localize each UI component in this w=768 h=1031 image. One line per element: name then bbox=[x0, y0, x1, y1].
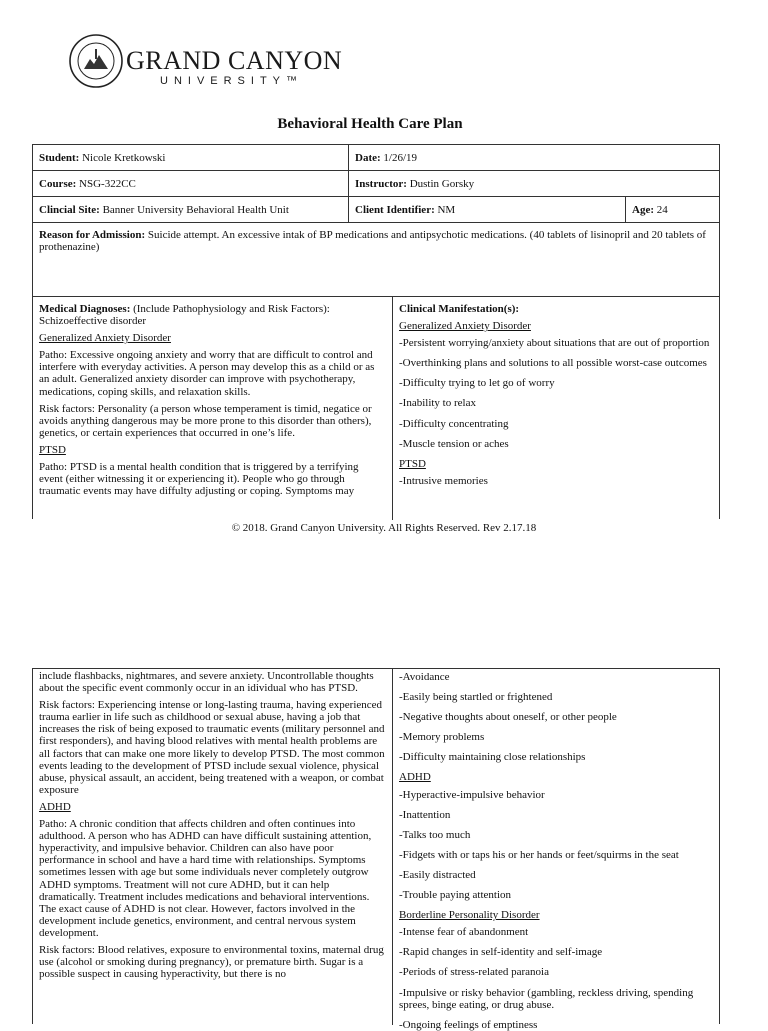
list-item: -Persistent worrying/anxiety about situations that are out of proportion bbox=[399, 337, 710, 350]
list-item: -Intrusive memories bbox=[399, 474, 488, 487]
primary-diagnosis: Schizoeffective disorder bbox=[39, 315, 147, 328]
ptsd-risk-factors: Risk factors: Experiencing intense or long-lasting trauma, having experienced trauma earlier in life such as childhood or sexual abuse, having a job that increases the risk of being exposed to traumatic events (military personnel and first responders), and having blood relatives with mental health problems are all factors that can make one more likely to develop PTSD. The most common events leading to the development of PTSD include sexual violence, physical abuse, physical assault, an accident, being treatened with a weapon, or combat exposure bbox=[39, 699, 385, 796]
cm-gad-heading: Generalized Anxiety Disorder bbox=[399, 320, 531, 333]
list-item: -Inattention bbox=[399, 808, 451, 821]
reason-for-admission: Reason for Admission: Suicide attempt. An excessive intak of BP medications and antipsychotic medications. (40 tablets of lisinopril and 20 tablets of prothenazine) bbox=[39, 229, 706, 254]
adhd-risk-factors: Risk factors: Blood relatives, exposure to environmental toxins, maternal drug use (alcohol or smoking during pregnancy), or premature birth. Sugar is a possible suspect in causing hyperactivity, but there is no bbox=[39, 943, 384, 981]
university-seal-icon bbox=[68, 33, 124, 89]
clinical-manifestations-column-continued bbox=[393, 669, 719, 1031]
document-title: Behavioral Health Care Plan bbox=[277, 116, 463, 132]
list-item: -Talks too much bbox=[399, 828, 471, 841]
date-value: 1/26/19 bbox=[383, 152, 418, 164]
ptsd-patho-continued: include flashbacks, nightmares, and severe anxiety. Uncontrollable thoughts about the specific event commonly occur in an idividual who has PTSD. bbox=[39, 670, 374, 695]
clinical-manifestations-column bbox=[393, 300, 719, 520]
list-item: -Negative thoughts about oneself, or other people bbox=[399, 711, 617, 724]
list-item: -Hyperactive-impulsive behavior bbox=[399, 788, 545, 801]
adhd-heading: ADHD bbox=[39, 800, 71, 813]
list-item: -Trouble paying attention bbox=[399, 889, 512, 902]
cm-bpd-heading: Borderline Personality Disorder bbox=[399, 909, 540, 922]
course-value: NSG-322CC bbox=[79, 178, 136, 190]
list-item: -Easily being startled or frightened bbox=[399, 691, 553, 704]
list-item: -Difficulty trying to let go of worry bbox=[399, 377, 555, 390]
list-item: -Intense fear of abandonment bbox=[399, 926, 529, 939]
medical-diagnoses-column: Medical Diagnoses: (Include Pathophysiology and Risk Factors): Schizoeffective disorder Generalized Anxiety Disorder Patho: Excessive ongoing anxiety and worry that are difficult to control and interfere with everyday activities. A person may develop this as a child or as an adult. Generalized anxiety disorder can improve with psychotherapy, medications, coping skills, and relaxation skills. Risk factors: Personality (a person whose temperament is timid, negatice or avoids anything dangerous may be more prone to this disorder than others), genetics, or certain experiences that occurred in one’s life. PTSD Patho: PTSD is a mental health condition that is triggered by a terrifying event (either witnessing it or experiencing it). People who go through traumatic events may have diffulty adjusting or coping. Symptoms may bbox=[33, 300, 391, 520]
diagnoses-table-page1 bbox=[32, 296, 720, 519]
student-field: Student: Nicole Kretkowski bbox=[39, 152, 166, 164]
clinical-site-value: Banner University Behavioral Health Unit bbox=[102, 204, 289, 216]
list-item: -Difficulty maintaining close relationships bbox=[399, 751, 586, 764]
ptsd-patho: Patho: PTSD is a mental health condition that is triggered by a terrifying event (either witnessing it or experiencing it). People who go through traumatic events may have diffulty adjusting or coping. Symptoms may bbox=[39, 461, 359, 498]
cm-adhd-heading: ADHD bbox=[399, 771, 431, 784]
university-logo bbox=[68, 33, 343, 103]
clinical-manifestations-label: Clinical Manifestation(s): bbox=[399, 303, 520, 315]
list-item: -Periods of stress-related paranoia bbox=[399, 966, 549, 979]
adhd-patho: Patho: A chronic condition that affects children and often continues into adulthood. A person who has ADHD can have difficult sustaining attention, hyperactivity, and impulsive behavior. Children can also have poor performance in school and have a hard time with relationships. Symptoms sometimes lessen with age but some individuals never completely outgrow ADHD symptoms. Treatment will not cure ADHD, but it can help dramatically. Treatment includes medications and behavioral interventions. The exact cause of ADHD is not clear. However, factors involved in the development include genetics, environment, and central nervous system development. bbox=[39, 818, 372, 939]
reason-value: Suicide attempt. An excessive intak of BP medications and antipsychotic medications. (40 tablets of lisinopril and 20 tablets of prothenazine) bbox=[39, 229, 706, 254]
cm-ptsd-heading: PTSD bbox=[399, 457, 426, 470]
list-item: -Muscle tension or aches bbox=[399, 437, 509, 450]
gad-patho: Patho: Excessive ongoing anxiety and worry that are difficult to control and interfere with everyday activities. A person may develop this as a child or as an adult. Generalized anxiety disorder can improve with psychotherapy, medications, coping skills, and relaxation skills. bbox=[39, 349, 375, 398]
copyright-footer: © 2018. Grand Canyon University. All Rights Reserved. Rev 2.17.18 bbox=[231, 522, 537, 534]
course-field: Course: NSG-322CC bbox=[39, 178, 136, 190]
gad-risk-factors: Risk factors: Personality (a person whose temperament is timid, negatice or avoids anything dangerous may be more prone to this disorder than others), genetics, or certain experiences that occurred in one’s life. bbox=[39, 402, 372, 439]
diagnoses-table-page2 bbox=[32, 668, 720, 1031]
client-identifier-field: Client Identifier: NM bbox=[355, 204, 456, 216]
list-item: -Ongoing feelings of emptiness bbox=[399, 1018, 538, 1031]
brand-name: GRAND CANYON bbox=[126, 46, 343, 75]
list-item: -Rapid changes in self-identity and self-image bbox=[399, 946, 603, 959]
list-item: -Inability to relax bbox=[399, 397, 476, 410]
client-identifier-value: NM bbox=[437, 204, 456, 216]
date-field: Date: 1/26/19 bbox=[355, 152, 418, 164]
instructor-value: Dustin Gorsky bbox=[409, 178, 475, 190]
list-item: -Impulsive or risky behavior (gambling, reckless driving, spending sprees, binge eating, or drug abuse. bbox=[399, 986, 694, 1011]
student-value: Nicole Kretkowski bbox=[82, 152, 166, 164]
instructor-field: Instructor: Dustin Gorsky bbox=[355, 178, 475, 190]
list-item: -Overthinking plans and solutions to all possible worst-case outcomes bbox=[399, 357, 707, 370]
ptsd-heading: PTSD bbox=[39, 443, 66, 456]
list-item: -Fidgets with or taps his or her hands or feet/squirms in the seat bbox=[399, 848, 679, 861]
gad-heading: Generalized Anxiety Disorder bbox=[39, 332, 171, 345]
medical-diagnoses-label: Medical Diagnoses: bbox=[39, 303, 131, 315]
brand-subtitle: UNIVERSITY™ bbox=[160, 75, 304, 87]
clinical-site-field: Clincial Site: Banner University Behavioral Health Unit bbox=[39, 204, 289, 216]
list-item: -Easily distracted bbox=[399, 868, 476, 881]
age-field: Age: 24 bbox=[632, 204, 668, 216]
list-item: -Avoidance bbox=[399, 671, 450, 683]
list-item: -Difficulty concentrating bbox=[399, 417, 509, 430]
list-item: -Memory problems bbox=[399, 731, 485, 744]
medical-diagnoses-column-continued bbox=[33, 669, 391, 1025]
header-table bbox=[32, 144, 720, 297]
age-value: 24 bbox=[656, 204, 668, 216]
